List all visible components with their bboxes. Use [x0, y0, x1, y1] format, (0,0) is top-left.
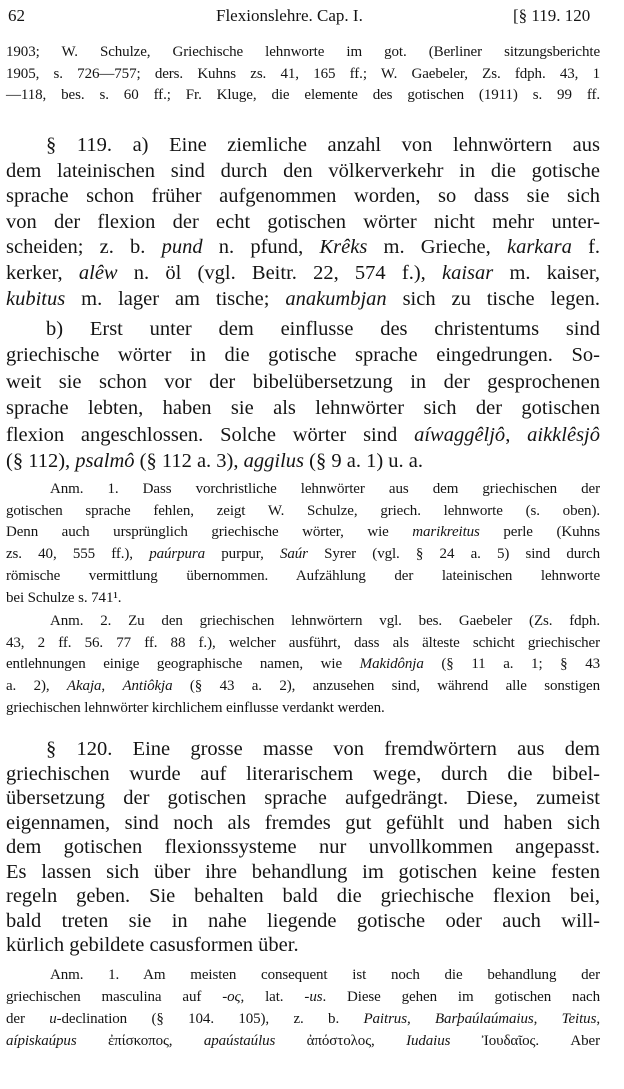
text-run: Syrer (vgl. § 24 a. 5) sind durch: [307, 546, 600, 563]
text-run: (§ 112 a. 3),: [134, 450, 244, 472]
text-line: [6, 932, 600, 958]
text-line: [6, 501, 600, 521]
text-line: [6, 448, 600, 474]
text-line: [6, 810, 600, 836]
text-line: [6, 1031, 600, 1051]
italic-term: u: [49, 1011, 57, 1027]
text-line: [6, 566, 600, 586]
text-run: perle (Kuhns: [479, 524, 601, 541]
text-line: [6, 522, 600, 542]
text-line: [6, 987, 600, 1007]
italic-term: Saúr: [279, 546, 308, 563]
text-run: Anm. 1. Am meisten consequent ist noch die behandlung der: [50, 967, 600, 983]
text-line: [6, 234, 600, 260]
text-run: der: [6, 1011, 50, 1027]
text-line: [6, 834, 600, 860]
text-line: [6, 676, 600, 696]
text-run: Anm. 2. Zu den griechischen lehnwörtern vgl. bes. Gaebeler (Zs. fdph.: [50, 613, 600, 629]
text-line: [46, 316, 600, 342]
text-run: m. Grieche,: [367, 236, 507, 259]
text-run: Ἰουδαῖος. Aber: [450, 1033, 600, 1049]
page-number: 62: [8, 6, 25, 25]
text-run: kürlich gebildete casusformen über.: [6, 934, 299, 956]
text-run: dem gotischen flexionssysteme nur unvollkommen angepasst.: [6, 836, 600, 858]
text-run: a. 2),: [6, 678, 67, 695]
text-run: bei Schulze s. 741¹.: [6, 589, 122, 606]
italic-term: pund: [161, 236, 203, 259]
italic-term: aggilus: [243, 450, 305, 472]
running-title: Flexionslehre. Cap. I.: [216, 6, 363, 25]
italic-term: Paitrus: [363, 1011, 407, 1027]
italic-term: aípiskaúpus: [6, 1033, 77, 1049]
text-run: griechischen masculina auf -: [6, 989, 228, 1005]
text-run: ,: [505, 423, 528, 446]
text-run: von der flexion der echt gotischen wörter nicht mehr unter-: [6, 210, 600, 233]
text-run: griechische wörter in die gotische sprache eingedrungen. So-: [6, 344, 600, 367]
italic-term: apaústaúlus: [203, 1033, 276, 1049]
italic-term: ος: [227, 989, 241, 1005]
text-run: sprache schon früher aufgenommen worden, so dass sie sich: [6, 185, 600, 208]
text-run: m. lager am tische;: [65, 287, 286, 310]
text-run: ἀπόστολος,: [275, 1033, 407, 1049]
text-line: [6, 395, 600, 421]
text-run: , lat. -: [240, 989, 310, 1005]
text-run: römische vermittlung übernommen. Aufzählung der lateinischen lehnworte: [6, 567, 600, 584]
text-line: [6, 883, 600, 909]
text-line: [6, 286, 600, 312]
italic-term: kaisar: [442, 262, 494, 284]
text-run: 43, 2 ff. 56. 77 ff. 88 f.), welcher ausführt, dass als älteste schicht griechischer: [6, 634, 600, 651]
italic-term: Teitus: [561, 1011, 597, 1027]
text-run: n. öl (vgl. Beitr. 22, 574 f.),: [117, 262, 443, 284]
text-line: [6, 654, 600, 674]
text-run: ,: [406, 1011, 435, 1027]
text-line: [46, 736, 600, 762]
section-range: [§ 119. 120: [513, 6, 591, 25]
italic-term: Krêks: [319, 236, 368, 259]
italic-term: Akaja: [66, 678, 102, 695]
italic-term: anakumbjan: [285, 287, 387, 310]
text-run: —118, bes. s. 60 ff.; Fr. Kluge, die elemente des gotischen (1911) s. 99 ff.: [6, 87, 600, 104]
text-line: [6, 209, 600, 235]
text-line: [6, 342, 600, 368]
italic-term: marikreitus: [412, 524, 480, 541]
text-line: [6, 64, 600, 84]
text-line: [6, 908, 600, 934]
text-run: dem lateinischen sind durch den völkerverkehr in die gotische: [6, 159, 600, 182]
text-run: weit sie schon vor der bibelübersetzung in der gesprochenen: [6, 370, 600, 393]
text-run: ἐπίσκοπος,: [76, 1033, 204, 1049]
italic-term: karkara: [506, 236, 572, 259]
text-line: [6, 369, 600, 395]
text-run: sich zu tische legen.: [386, 287, 600, 310]
text-run: § 119. a) Eine ziemliche anzahl von lehnwörtern aus: [46, 134, 600, 156]
text-line: [6, 698, 600, 718]
text-run: regeln geben. Sie behalten bald die griechische flexion bei,: [6, 885, 600, 907]
text-run: Anm. 1. Dass vorchristliche lehnwörter aus dem griechischen der: [50, 481, 600, 497]
italic-term: aíwaggêljô: [414, 423, 506, 446]
text-run: flexion angeschlossen. Solche wörter sind: [6, 423, 415, 446]
text-run: (§ 112),: [6, 450, 76, 472]
text-line: [50, 611, 600, 631]
text-run: (§ 11 a. 1; § 43: [423, 656, 600, 673]
italic-term: Barþaúlaúmaius: [434, 1011, 534, 1027]
text-run: bald treten sie in nahe liegende gotische oder auch will-: [6, 909, 600, 932]
text-run: scheiden; z. b.: [6, 236, 162, 259]
text-run: sprache lebten, haben sie als lehnwörter sich der gotischen: [6, 397, 600, 420]
text-line: [6, 260, 600, 286]
text-line: [6, 588, 600, 608]
text-run: griechischen lehnwörter kirchlichem einflusse verdankt werden.: [6, 699, 385, 716]
text-run: § 120. Eine grosse masse von fremdwörtern aus dem: [46, 738, 600, 760]
text-run: b) Erst unter dem einflusse des christentums sind: [46, 318, 600, 340]
text-run: übersetzung der gotischen sprache aufgedrängt. Diese, zumeist: [6, 787, 600, 809]
text-run: 1905, s. 726—757; ders. Kuhns zs. 41, 165 ff.; W. Gaebeler, Zs. fdph. 43, 1: [6, 65, 600, 82]
text-run: Denn auch ursprünglich griechische wörter, wie: [6, 524, 413, 541]
text-run: gotischen sprache fehlen, zeigt W. Schulze, griech. lehnworte (s. oben).: [6, 502, 600, 519]
text-run: f.: [571, 236, 601, 259]
text-run: 1903; W. Schulze, Griechische lehnworte im got. (Berliner sitzungsberichte: [6, 44, 600, 60]
text-line: [6, 633, 600, 653]
text-run: . Diese gehen im gotischen nach: [322, 989, 600, 1005]
text-run: ,: [596, 1011, 600, 1027]
text-run: (§ 43 a. 2), anzusehen sind, während alle sonstigen: [172, 678, 600, 695]
text-line: [6, 1009, 600, 1029]
italic-term: alêw: [78, 262, 118, 284]
text-run: entlehnungen einige geographische namen, wie: [6, 656, 360, 673]
italic-term: Iudaius: [406, 1033, 451, 1049]
text-run: n. pfund,: [202, 236, 320, 259]
italic-term: Makidônja: [359, 656, 424, 673]
italic-term: us: [309, 989, 323, 1005]
italic-term: paúrpura: [149, 546, 206, 563]
italic-term: Antiôkja: [122, 678, 173, 695]
text-run: zs. 40, 555 ff.),: [6, 546, 150, 563]
text-line: [50, 965, 600, 985]
text-line: [6, 158, 600, 184]
text-line: [6, 183, 600, 209]
text-line: [6, 761, 600, 787]
text-run: purpur,: [205, 546, 280, 563]
text-run: -declination (§ 104. 105), z. b.: [56, 1011, 364, 1027]
text-line: [6, 422, 600, 448]
italic-term: aikklêsjô: [527, 423, 601, 446]
text-run: ,: [533, 1011, 562, 1027]
text-run: Es lassen sich über ihre behandlung im gotischen keine festen: [6, 860, 600, 883]
text-line: [6, 859, 600, 885]
text-line: [50, 479, 600, 499]
text-run: m. kaiser,: [493, 262, 601, 284]
italic-term: psalmô: [75, 450, 135, 472]
text-run: kerker,: [6, 262, 79, 284]
text-line: [6, 544, 600, 564]
text-run: griechischen wurde auf literarischem wege, durch die bibel-: [6, 762, 600, 785]
text-line: [6, 785, 600, 811]
text-line: [46, 132, 600, 158]
text-run: (§ 9 a. 1) u. a.: [304, 450, 423, 472]
text-run: ,: [101, 678, 123, 695]
italic-term: kubitus: [6, 287, 66, 310]
text-line: [6, 42, 600, 62]
text-run: eigennamen, sind noch als fremdes gut gefühlt und haben sich: [6, 811, 600, 834]
text-line: [6, 85, 600, 105]
